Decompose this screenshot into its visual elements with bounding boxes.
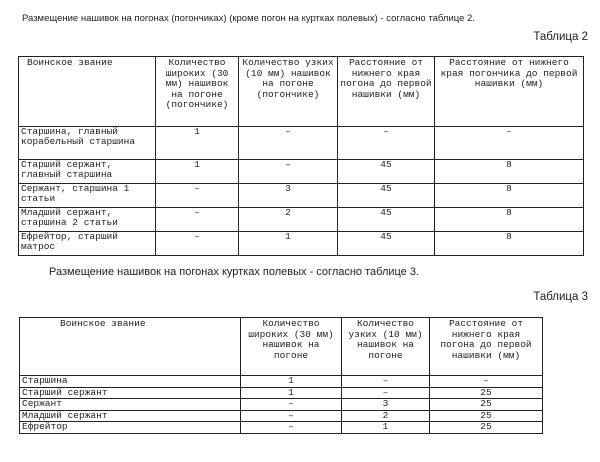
- table2-cell: –: [156, 232, 239, 256]
- table2-cell: 45: [338, 184, 435, 208]
- table3-header: Количество широких (30 мм) нашивок на погоне: [241, 318, 342, 376]
- table3: [19, 317, 543, 434]
- table2-header: Количество узких (10 мм) нашивок на погоне (погончике): [239, 57, 338, 127]
- table2-cell: –: [239, 127, 338, 160]
- table2-cell: 3: [239, 184, 338, 208]
- table-row: [20, 422, 543, 434]
- table3-cell: –: [342, 387, 430, 399]
- table-row: [20, 410, 543, 422]
- table3-cell: Младший сержант: [20, 410, 241, 422]
- table3-cell: 1: [342, 422, 430, 434]
- table-row: [20, 387, 543, 399]
- table3-cell: Сержант: [20, 399, 241, 411]
- table3-cell: 25: [430, 399, 543, 411]
- table2-header: Количество широких (30 мм) нашивок на погоне (погончике): [156, 57, 239, 127]
- table2-cell: Старший сержант, главный старшина: [19, 160, 156, 184]
- heading-table2: Размещение нашивок на погонах (погончиках) (кроме погон на куртках полевых) - согласно таблице 2.: [22, 13, 475, 24]
- table2-cell: Ефрейтор, старший матрос: [19, 232, 156, 256]
- table3-cell: –: [430, 376, 543, 388]
- table2: [18, 56, 584, 256]
- table2-cell: 8: [435, 208, 584, 232]
- table2-header: Расстояние от нижнего края погончика до первой нашивки (мм): [435, 57, 584, 127]
- table3-cell: 2: [342, 410, 430, 422]
- heading-table3: Размещение нашивок на погонах куртках полевых - согласно таблице 3.: [49, 266, 420, 278]
- table2-cell: 1: [156, 160, 239, 184]
- table3-header: Воинское звание: [20, 318, 241, 376]
- table2-cell: Старшина, главный корабельный старшина: [19, 127, 156, 160]
- table2-cell: Сержант, старшина 1 статьи: [19, 184, 156, 208]
- table2-cell: 1: [239, 232, 338, 256]
- table3-cell: 25: [430, 410, 543, 422]
- table2-cell: 1: [156, 127, 239, 160]
- table-row: [20, 399, 543, 411]
- table3-cell: 1: [241, 387, 342, 399]
- table3-cell: 3: [342, 399, 430, 411]
- table2-cell: –: [156, 184, 239, 208]
- table3-header: Расстояние от нижнего края погона до первой нашивки (мм): [430, 318, 543, 376]
- table2-header: Расстояние от нижнего края погона до первой нашивки (мм): [338, 57, 435, 127]
- table3-cell: –: [241, 410, 342, 422]
- table2-cell: 45: [338, 232, 435, 256]
- table2-header: Воинское звание: [19, 57, 156, 127]
- table2-cell: 8: [435, 184, 584, 208]
- table-row: [19, 232, 584, 256]
- table3-cell: 25: [430, 422, 543, 434]
- table-row: [20, 376, 543, 388]
- table2-cell: –: [435, 127, 584, 160]
- table2-cell: 45: [338, 160, 435, 184]
- table2-cell: –: [156, 208, 239, 232]
- table3-cell: Ефрейтор: [20, 422, 241, 434]
- table2-cell: –: [239, 160, 338, 184]
- table-row: [19, 208, 584, 232]
- table3-label: Таблица 3: [533, 291, 588, 303]
- table-row: [19, 160, 584, 184]
- table2-cell: 45: [338, 208, 435, 232]
- table3-cell: 25: [430, 387, 543, 399]
- table2-label: Таблица 2: [533, 31, 588, 43]
- table-row: [19, 184, 584, 208]
- table2-cell: 8: [435, 232, 584, 256]
- table3-cell: –: [342, 376, 430, 388]
- table-row: [19, 127, 584, 160]
- table3-cell: Старший сержант: [20, 387, 241, 399]
- table3-cell: 1: [241, 376, 342, 388]
- table3-header: Количество узких (10 мм) нашивок на погоне: [342, 318, 430, 376]
- table3-cell: –: [241, 399, 342, 411]
- table2-cell: 2: [239, 208, 338, 232]
- table2-cell: –: [338, 127, 435, 160]
- table3-cell: Старшина: [20, 376, 241, 388]
- table2-cell: Младший сержант, старшина 2 статьи: [19, 208, 156, 232]
- table3-cell: –: [241, 422, 342, 434]
- table2-cell: 8: [435, 160, 584, 184]
